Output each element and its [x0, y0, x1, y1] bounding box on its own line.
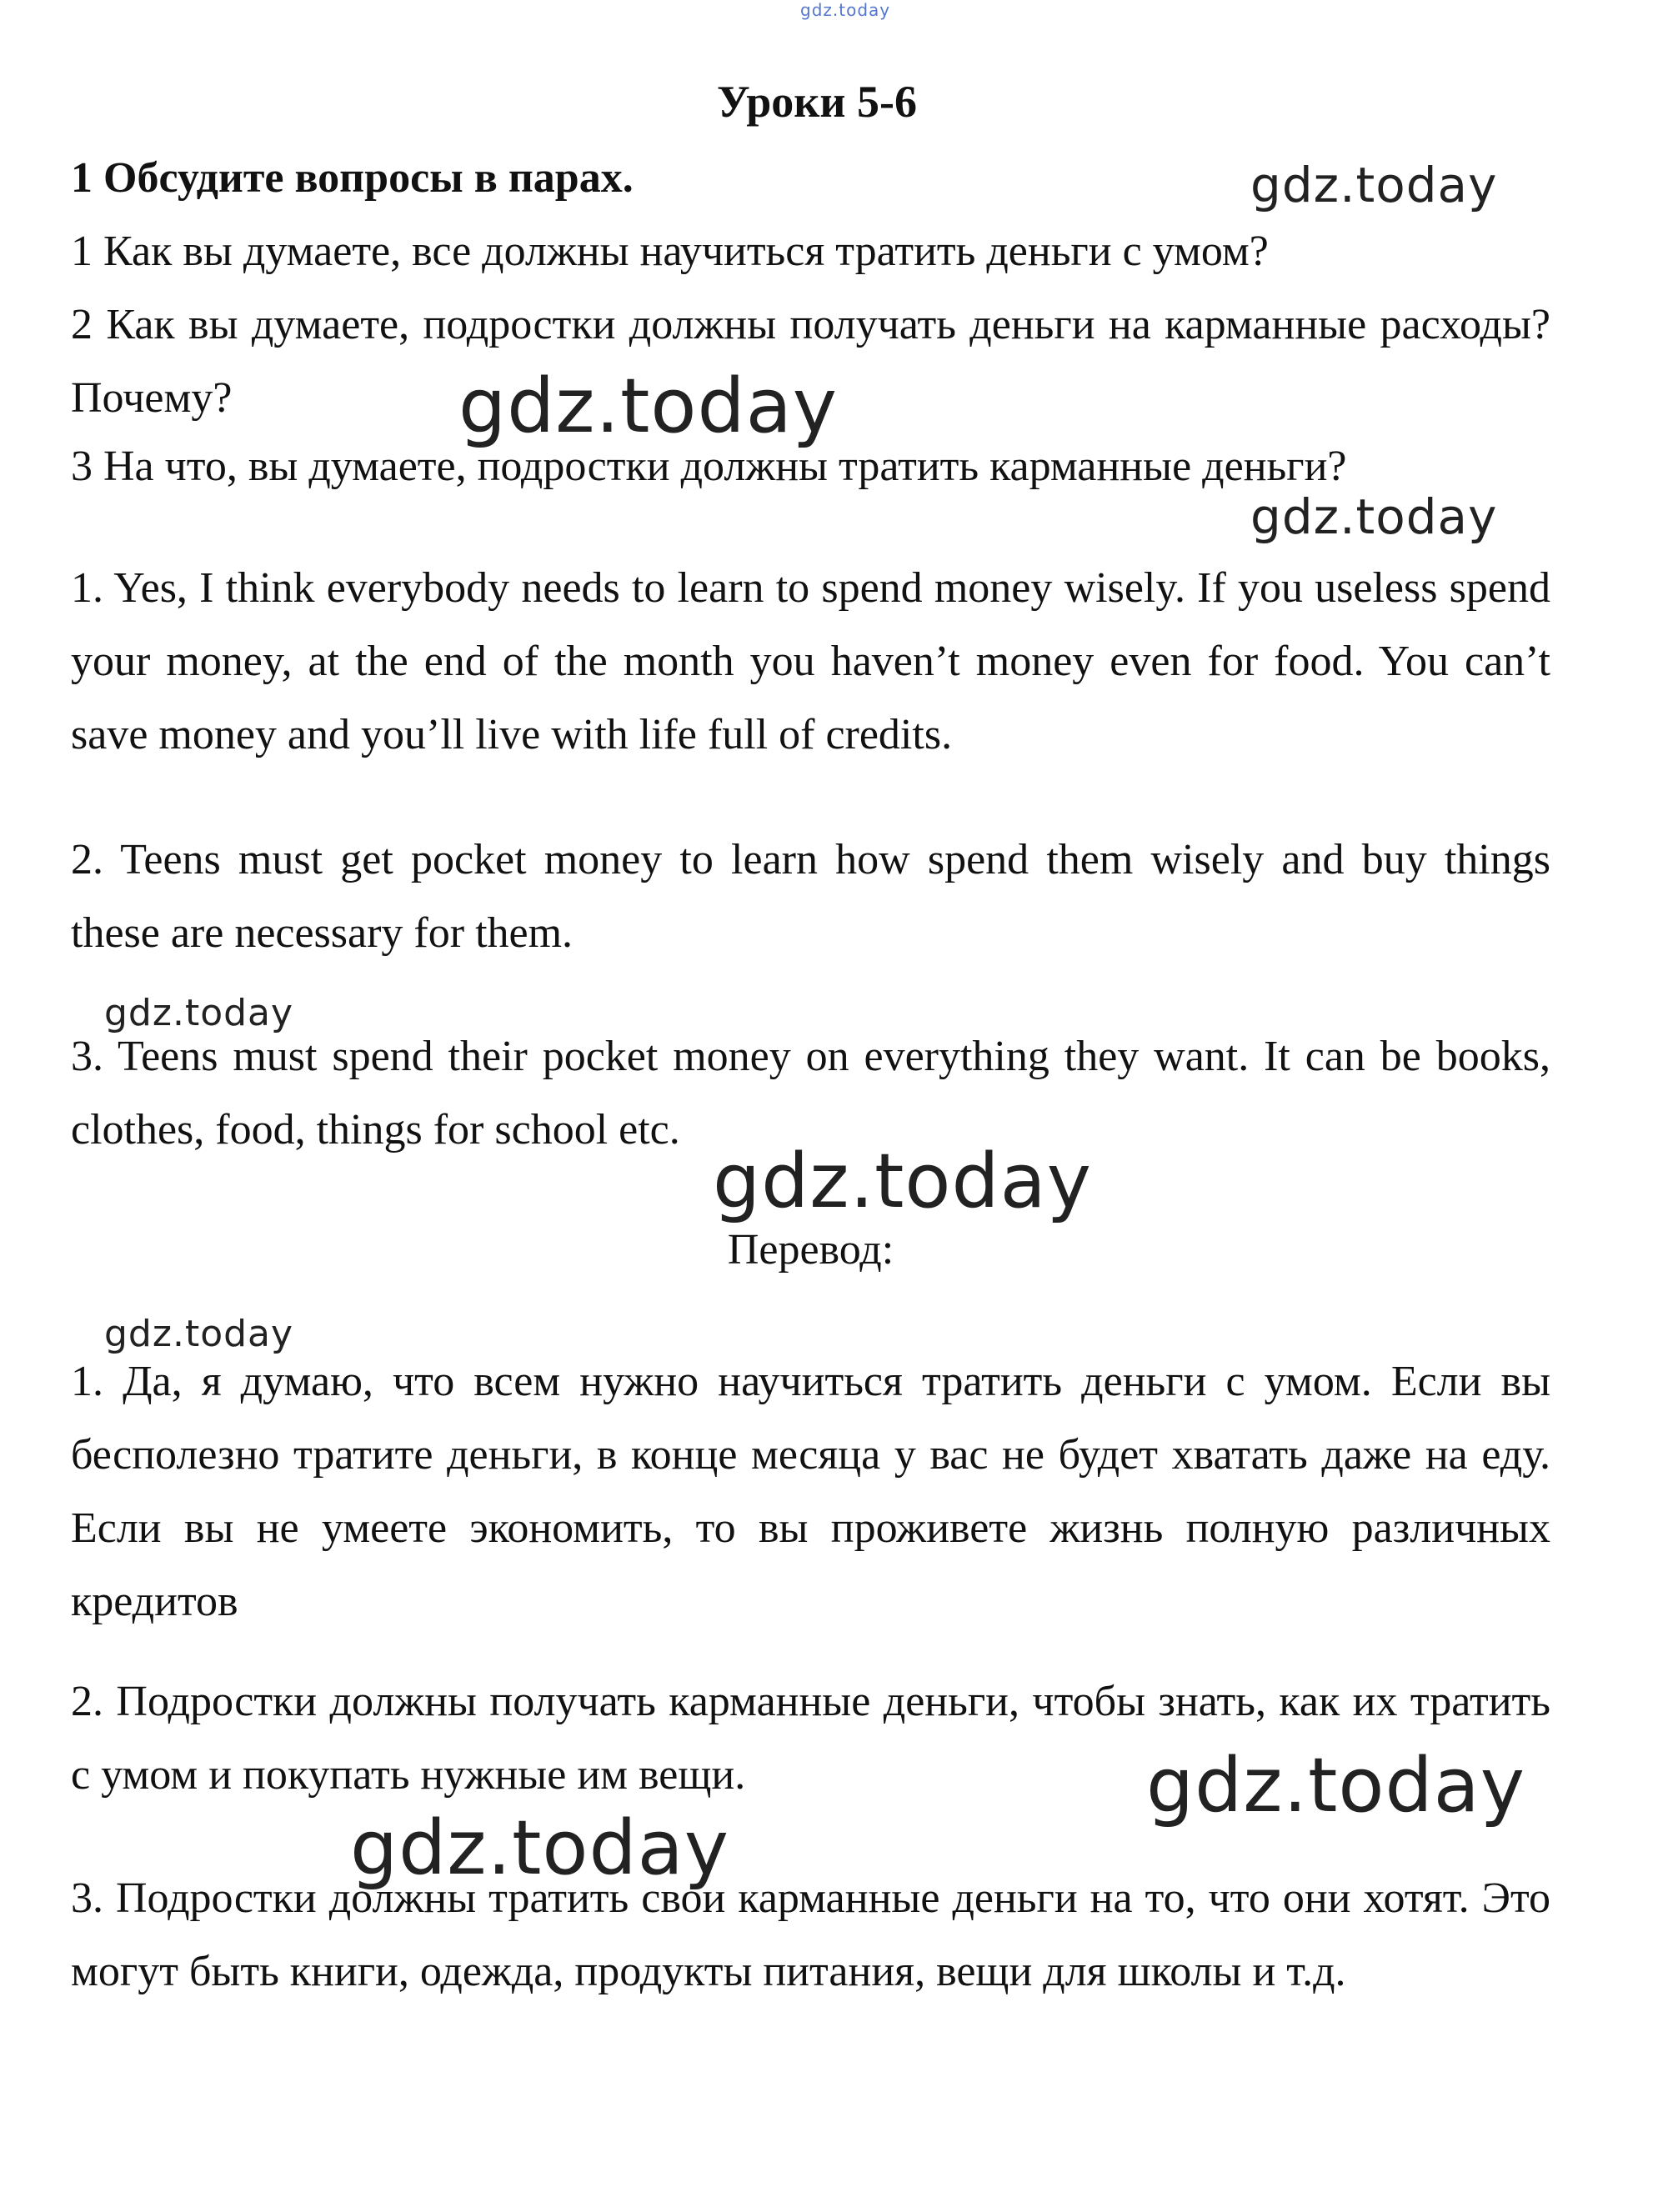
watermark-logo: gdz.today [350, 1804, 730, 1892]
watermark-logo: gdz.today [1146, 1742, 1526, 1829]
watermark-logo: gdz.today [1250, 488, 1498, 545]
answer-1: 1. Yes, I think everybody needs to learn to spend money wisely. If you useless spend your money, at the end of the month you haven’t money even for food. You can’t save money and you’ll live with life full of credits. [71, 564, 1550, 758]
question-1: 1 Как вы думаете, все должны научиться тратить деньги с умом? [71, 228, 1269, 275]
answer-2: 2. Teens must get pocket money to learn how spend them wisely and buy things these are necessary for them. [71, 836, 1550, 957]
task-heading: 1 Обсудите вопросы в парах. [71, 154, 634, 202]
translation-label: Перевод: [727, 1226, 894, 1274]
translation-2: 2. Подростки должны получать карманные деньги, чтобы знать, как их тратить с умом и покупать нужные им вещи. [71, 1678, 1550, 1799]
question-2: 2 Как вы думаете, подростки должны получать деньги на карманные расходы? Почему? [71, 301, 1550, 422]
question-3: 3 На что, вы думаете, подростки должны тратить карманные деньги? [71, 443, 1347, 490]
answer-3: 3. Teens must spend their pocket money on everything they want. It can be books, clothes, food, things for school etc. [71, 1033, 1550, 1154]
watermark-logo: gdz.today [1250, 157, 1498, 213]
translation-3: 3. Подростки должны тратить свои карманные деньги на то, что они хотят. Это могут быть книги, одежда, продукты питания, вещи для школы и т.д. [71, 1874, 1550, 1995]
watermark-logo: gdz.today [104, 1313, 294, 1355]
translation-1: 1. Да, я думаю, что всем нужно научиться тратить деньги с умом. Если вы бесполезно тратите деньги, в конце месяца у вас не будет хватать даже на еду. Если вы не умеете экономить, то вы проживете жизнь полную различных кредитов [71, 1358, 1550, 1625]
watermark-logo: gdz.today [713, 1138, 1093, 1225]
watermark-logo: gdz.today [458, 363, 839, 450]
top-watermark: gdz.today [800, 0, 891, 20]
page-title: Уроки 5-6 [717, 77, 917, 127]
watermark-logo: gdz.today [104, 992, 294, 1034]
